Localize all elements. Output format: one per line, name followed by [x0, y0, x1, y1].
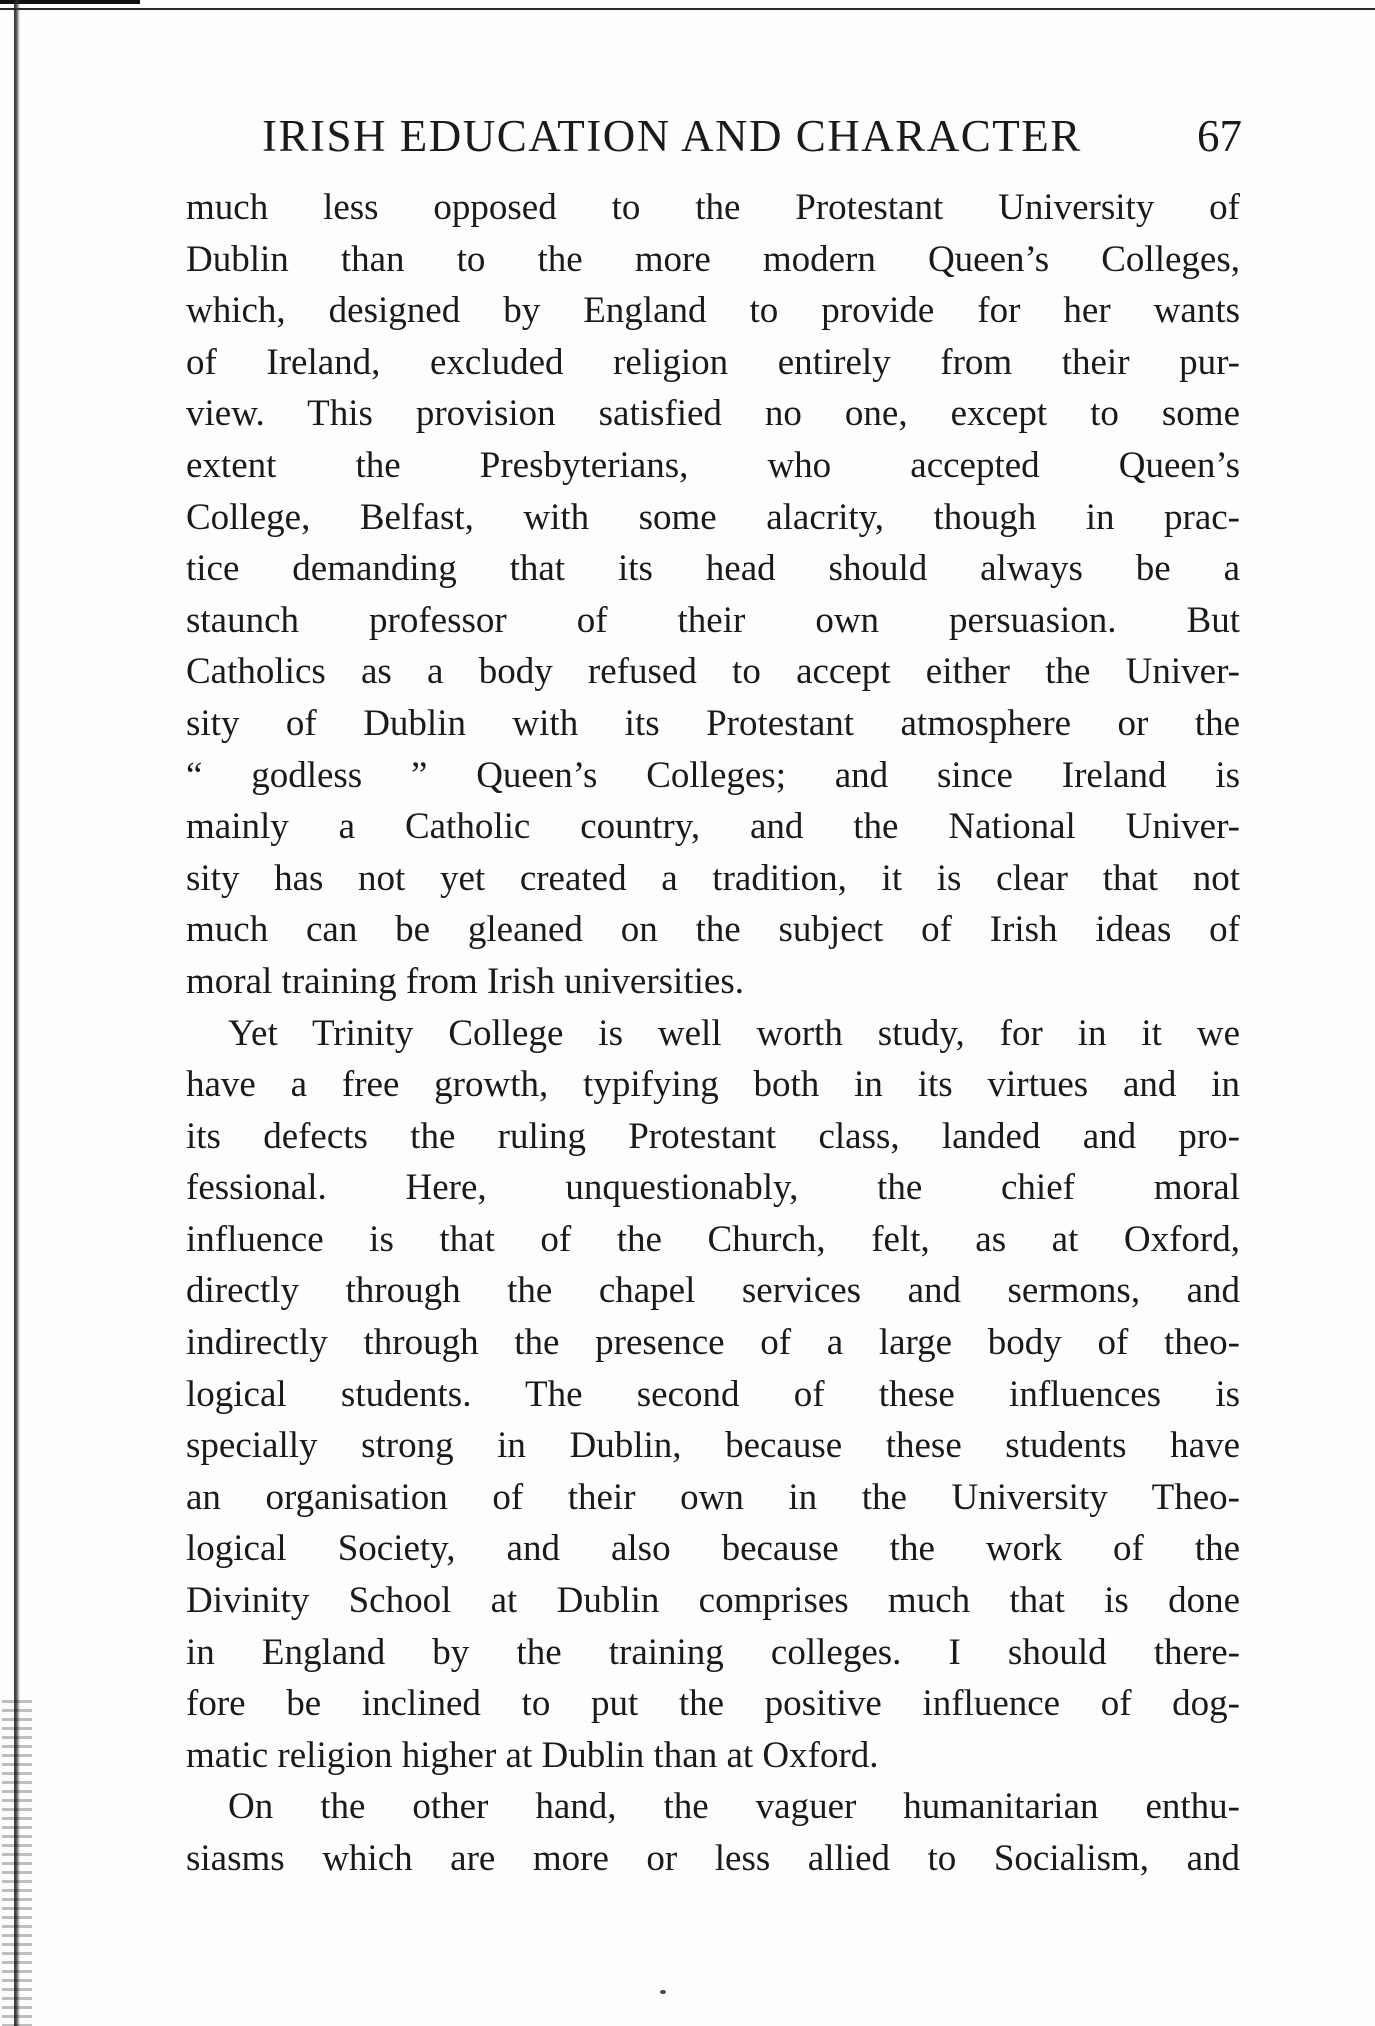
binding-scan-noise: [2, 1700, 32, 2026]
text-line: logical students. The second of these influences is: [186, 1373, 1240, 1415]
paragraph-2: [186, 1008, 1240, 1782]
text-line: of Ireland, excluded religion entirely from their pur-: [186, 341, 1240, 383]
text-line: an organisation of their own in the University Theo-: [186, 1476, 1240, 1518]
text-line: much can be gleaned on the subject of Irish ideas of: [186, 909, 1240, 951]
text-line: matic religion higher at Dublin than at Oxford.: [186, 1734, 879, 1776]
text-line: sity has not yet created a tradition, it is clear that not: [186, 857, 1240, 899]
text-line: sity of Dublin with its Protestant atmosphere or the: [186, 702, 1240, 744]
page-number: 67: [1197, 111, 1242, 161]
text-line: indirectly through the presence of a large body of theo-: [186, 1322, 1240, 1364]
text-line: “ godless ” Queen’s Colleges; and since Ireland is: [186, 754, 1240, 796]
text-line: Catholics as a body refused to accept either the Univer-: [186, 651, 1240, 693]
text-line: moral training from Irish universities.: [186, 960, 744, 1002]
text-line: fore be inclined to put the positive influence of dog-: [186, 1683, 1240, 1725]
text-line: Dublin than to the more modern Queen’s Colleges,: [186, 238, 1240, 280]
text-line: Yet Trinity College is well worth study, for in it we: [228, 1012, 1240, 1054]
paragraph-3: [186, 1781, 1240, 1884]
text-line: directly through the chapel services and sermons, and: [186, 1270, 1240, 1312]
running-title: IRISH EDUCATION AND CHARACTER: [262, 111, 1082, 161]
text-line: much less opposed to the Protestant University of: [186, 187, 1240, 228]
running-header: [262, 104, 1242, 168]
text-line: its defects the ruling Protestant class, landed and pro-: [186, 1115, 1240, 1157]
text-line: extent the Presbyterians, who accepted Queen’s: [186, 444, 1240, 486]
text-line: siasms which are more or less allied to Socialism, and: [186, 1838, 1240, 1879]
text-line: fessional. Here, unquestionably, the chief moral: [186, 1167, 1240, 1209]
text-line: have a free growth, typifying both in its virtues and in: [186, 1064, 1240, 1106]
page-top-rule: [0, 8, 1375, 10]
body-text: [186, 182, 1240, 1885]
text-line: logical Society, and also because the work of the: [186, 1528, 1240, 1570]
text-line: tice demanding that its head should always be a: [186, 548, 1240, 590]
text-line: staunch professor of their own persuasion. But: [186, 599, 1240, 641]
text-line: which, designed by England to provide for her wants: [186, 290, 1240, 332]
text-line: view. This provision satisfied no one, except to some: [186, 393, 1240, 435]
text-line: in England by the training colleges. I should there-: [186, 1631, 1240, 1673]
text-line: College, Belfast, with some alacrity, though in prac-: [186, 496, 1240, 538]
text-line: mainly a Catholic country, and the National Univer-: [186, 806, 1240, 848]
text-line: On the other hand, the vaguer humanitarian enthu-: [228, 1786, 1240, 1828]
text-line: Divinity School at Dublin comprises much that is done: [186, 1580, 1240, 1622]
text-line: specially strong in Dublin, because these students have: [186, 1425, 1240, 1467]
text-line: influence is that of the Church, felt, as at Oxford,: [186, 1218, 1240, 1260]
paragraph-1: [186, 182, 1240, 1008]
ink-speck: [660, 1990, 666, 1994]
